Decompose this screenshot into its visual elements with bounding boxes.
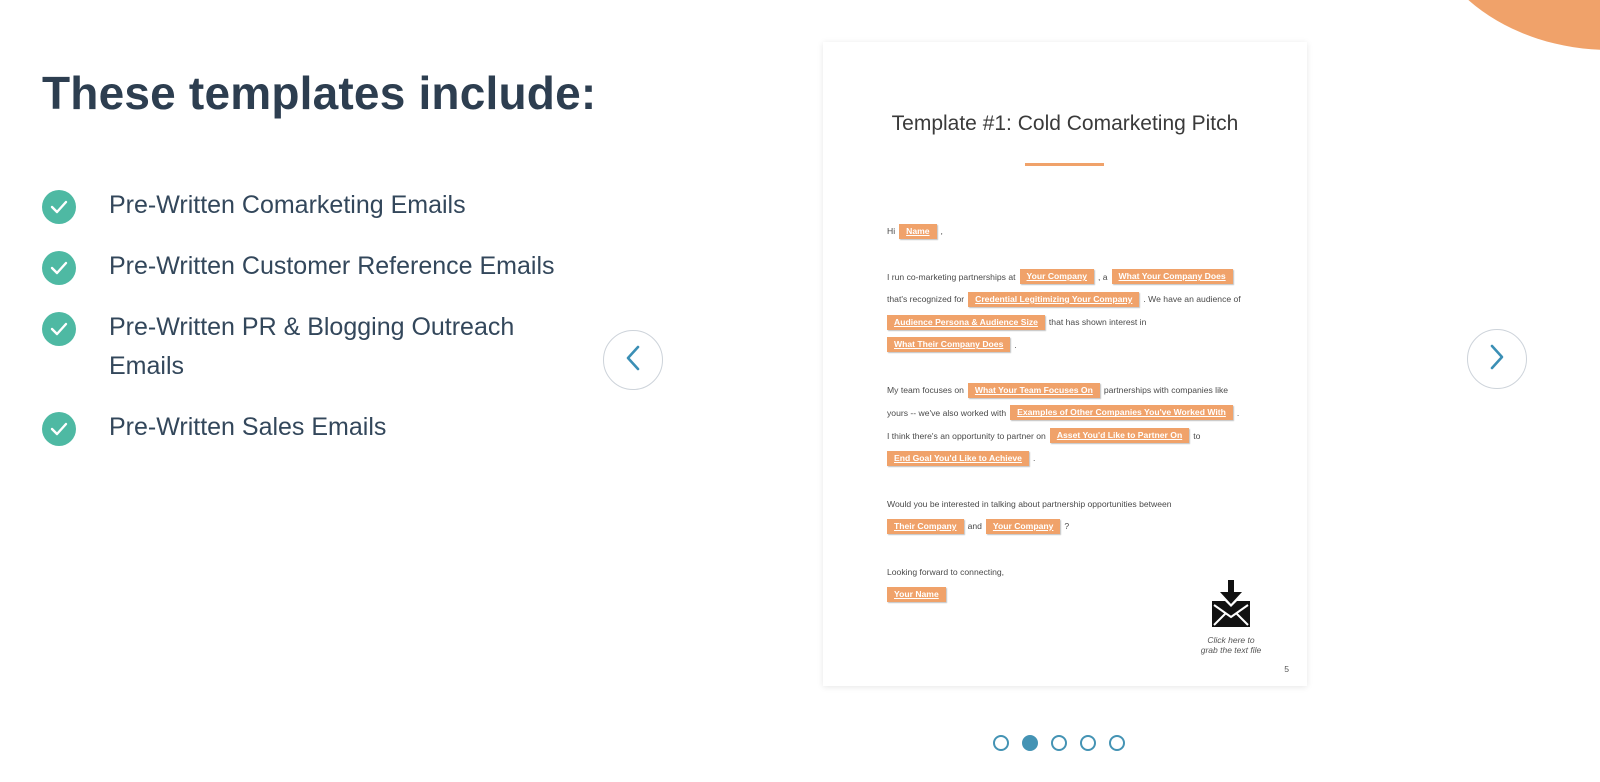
feature-item (42, 247, 602, 286)
paragraph-gap (887, 470, 1287, 493)
placeholder-chip: Audience Persona & Audience Size (887, 315, 1045, 330)
download-caption: grab the text file (1200, 645, 1262, 655)
download-text-file-link[interactable] (1193, 580, 1269, 655)
feature-label: Pre-Written Comarketing Emails (109, 191, 466, 219)
carousel-pagination (993, 735, 1138, 751)
template-text: partnerships with companies like (1103, 385, 1229, 396)
check-icon (42, 412, 76, 446)
download-caption: Click here to (1207, 635, 1255, 645)
page-number: 5 (1284, 664, 1289, 674)
template-text: Would you be interested in talking about partnership opportunities between (887, 498, 1172, 509)
template-text: that's recognized for (887, 294, 965, 305)
carousel-dot[interactable] (993, 735, 1009, 751)
template-text: , (940, 226, 943, 237)
placeholder-chip: What Their Company Does (887, 337, 1010, 352)
template-text: I think there's an opportunity to partner on (887, 430, 1046, 441)
template-line (887, 288, 1287, 311)
placeholder-chip: Your Company (1020, 269, 1094, 284)
page-title: These templates include: (42, 67, 597, 119)
feature-label: Pre-Written Customer Reference Emails (109, 252, 555, 280)
placeholder-chip: Their Company (887, 519, 964, 534)
carousel-next-button[interactable] (1467, 329, 1527, 389)
check-icon (42, 251, 76, 285)
template-text: . (1032, 453, 1036, 464)
title-divider (1025, 163, 1104, 166)
template-body (887, 220, 1287, 606)
template-text: . (1236, 407, 1240, 418)
template-line (887, 265, 1287, 288)
placeholder-chip: Your Name (887, 587, 946, 602)
placeholder-chip: End Goal You'd Like to Achieve (887, 451, 1029, 466)
template-text: , a (1097, 271, 1108, 282)
template-text: I run co-marketing partnerships at (887, 271, 1016, 282)
placeholder-chip: Name (899, 224, 936, 239)
feature-item (42, 308, 602, 386)
template-text: and (967, 521, 982, 532)
template-text: . We have an audience of (1143, 294, 1241, 305)
placeholder-chip: What Your Company Does (1112, 269, 1233, 284)
feature-label: Pre-Written PR & Blogging Outreach Emails (109, 313, 515, 380)
check-icon (42, 190, 76, 224)
placeholder-chip: Examples of Other Companies You've Worked With (1010, 405, 1233, 420)
template-line (887, 515, 1287, 538)
template-line (887, 220, 1287, 243)
template-preview (823, 42, 1307, 686)
template-text: that has shown interest in (1048, 317, 1147, 328)
template-line (887, 447, 1287, 470)
template-text: Looking forward to connecting, (887, 566, 1005, 577)
paragraph-gap (887, 356, 1287, 379)
template-text: Hi (887, 226, 896, 237)
paragraph-gap (887, 538, 1287, 561)
chevron-right-icon (1489, 344, 1505, 375)
chevron-left-icon (625, 345, 641, 376)
placeholder-chip: What Your Team Focuses On (968, 383, 1100, 398)
template-line (887, 402, 1287, 425)
template-text: yours -- we've also worked with (887, 407, 1007, 418)
template-text: to (1193, 430, 1201, 441)
template-line (887, 333, 1287, 356)
template-line (887, 492, 1287, 515)
template-line (887, 424, 1287, 447)
carousel-prev-button[interactable] (603, 330, 663, 390)
feature-item (42, 186, 602, 225)
template-line (887, 379, 1287, 402)
carousel-dot[interactable] (1109, 735, 1125, 751)
template-text: . (1014, 339, 1017, 350)
placeholder-chip: Credential Legitimizing Your Company (968, 292, 1139, 307)
placeholder-chip: Your Company (986, 519, 1060, 534)
check-icon (42, 312, 76, 346)
placeholder-chip: Asset You'd Like to Partner On (1050, 428, 1189, 443)
template-line (887, 311, 1287, 334)
carousel-dot[interactable] (1051, 735, 1067, 751)
template-title: Template #1: Cold Comarketing Pitch (891, 112, 1239, 135)
feature-item (42, 408, 602, 447)
template-text: ? (1064, 521, 1070, 532)
template-text: My team focuses on (887, 385, 964, 396)
envelope-download-icon (1211, 615, 1251, 632)
feature-label: Pre-Written Sales Emails (109, 413, 387, 441)
paragraph-gap (887, 243, 1287, 266)
corner-decoration (1420, 0, 1600, 50)
carousel-dot[interactable] (1080, 735, 1096, 751)
feature-list (42, 186, 602, 469)
carousel-dot[interactable] (1022, 735, 1038, 751)
